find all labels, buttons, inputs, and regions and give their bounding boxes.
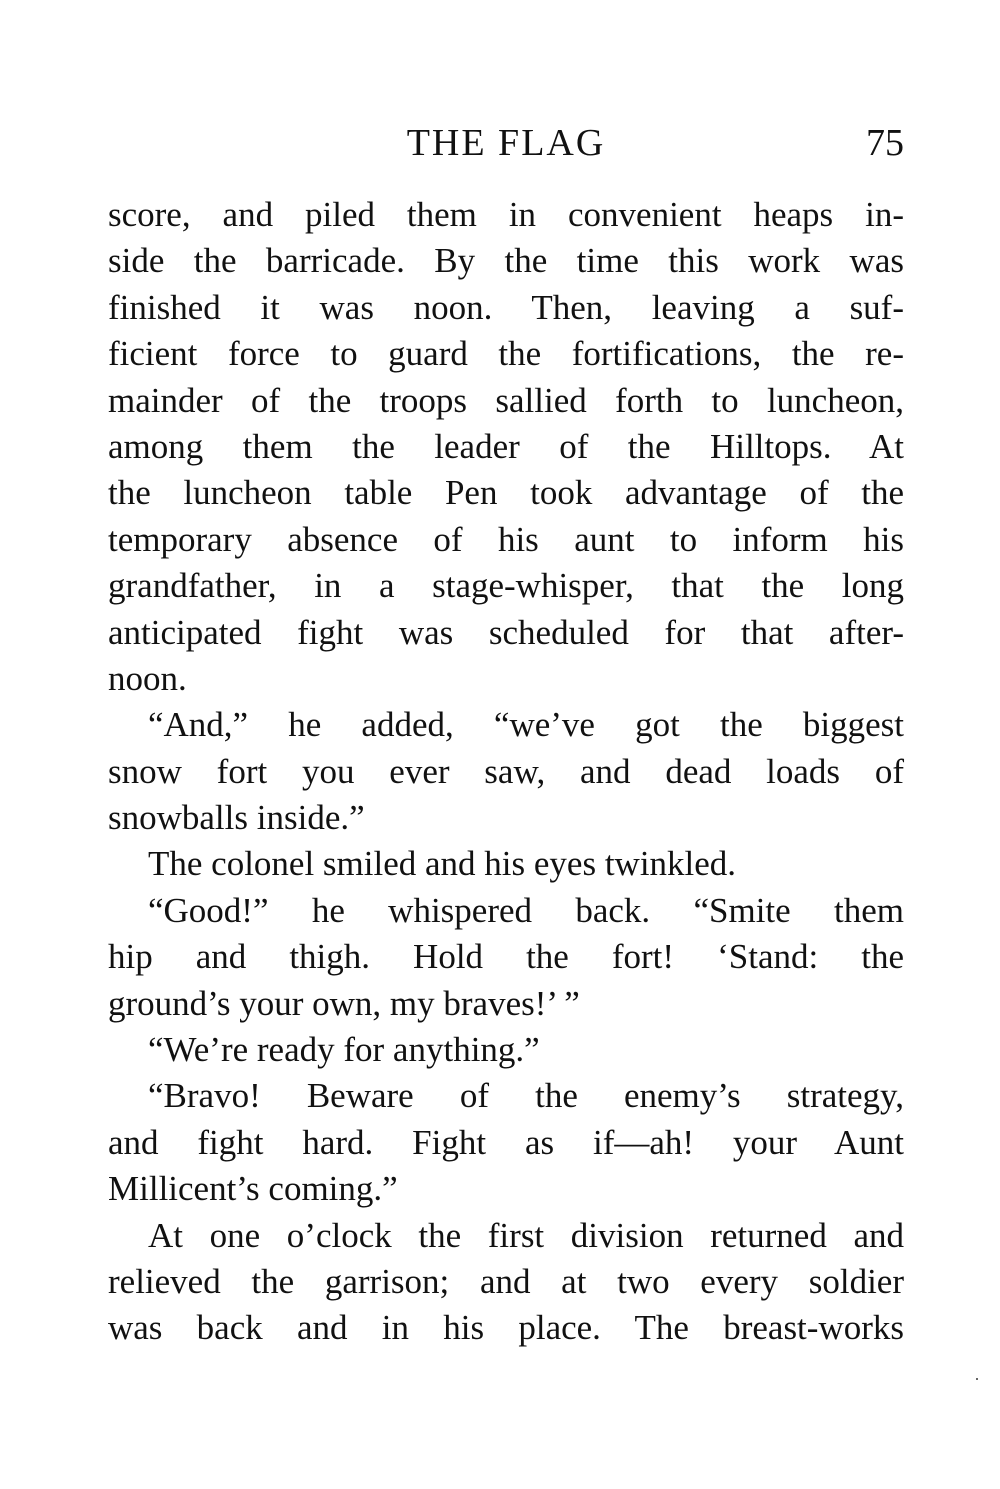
text-line: “And,” he added, “we’ve got the biggest bbox=[148, 705, 904, 745]
text-line: temporary absence of his aunt to inform his bbox=[108, 519, 904, 559]
text-line: hip and thigh. Hold the fort! ‘Stand: the bbox=[108, 937, 904, 977]
text-line: grandfather, in a stage-whisper, that the long bbox=[108, 566, 904, 606]
text-line: among them the leader of the Hilltops. At bbox=[108, 426, 904, 466]
text-line: the luncheon table Pen took advantage of the bbox=[108, 473, 904, 513]
text-line: The colonel smiled and his eyes twinkled. bbox=[148, 844, 737, 884]
text-line: ground’s your own, my braves!’ ” bbox=[108, 983, 580, 1023]
text-line: was back and in his place. The breast-works bbox=[108, 1308, 904, 1348]
text-line: “Bravo! Beware of the enemy’s strategy, bbox=[148, 1076, 904, 1116]
text-line: finished it was noon. Then, leaving a suf- bbox=[108, 287, 904, 327]
text-line: mainder of the troops sallied forth to luncheon, bbox=[108, 380, 904, 420]
text-line: relieved the garrison; and at two every soldier bbox=[108, 1261, 904, 1301]
body-text bbox=[108, 192, 904, 1352]
text-line: Millicent’s coming.” bbox=[108, 1169, 398, 1209]
page-number: 75 bbox=[866, 122, 904, 164]
text-line: and fight hard. Fight as if—ah! your Aunt bbox=[108, 1122, 904, 1162]
scan-speck bbox=[976, 1378, 978, 1380]
text-line: noon. bbox=[108, 658, 187, 698]
text-line: ficient force to guard the fortifications, the re- bbox=[108, 334, 904, 374]
text-line: snowballs inside.” bbox=[108, 798, 365, 838]
text-line: “We’re ready for anything.” bbox=[148, 1030, 540, 1070]
text-line: side the barricade. By the time this work was bbox=[108, 241, 904, 281]
running-title: THE FLAG bbox=[406, 122, 606, 164]
text-line: score, and piled them in convenient heaps in- bbox=[108, 195, 904, 234]
text-line: anticipated fight was scheduled for that after- bbox=[108, 612, 904, 652]
text-line: “Good!” he whispered back. “Smite them bbox=[148, 890, 904, 930]
text-line: snow fort you ever saw, and dead loads of bbox=[108, 751, 904, 791]
running-head bbox=[108, 118, 904, 168]
text-line: At one o’clock the first division returned and bbox=[148, 1215, 904, 1255]
